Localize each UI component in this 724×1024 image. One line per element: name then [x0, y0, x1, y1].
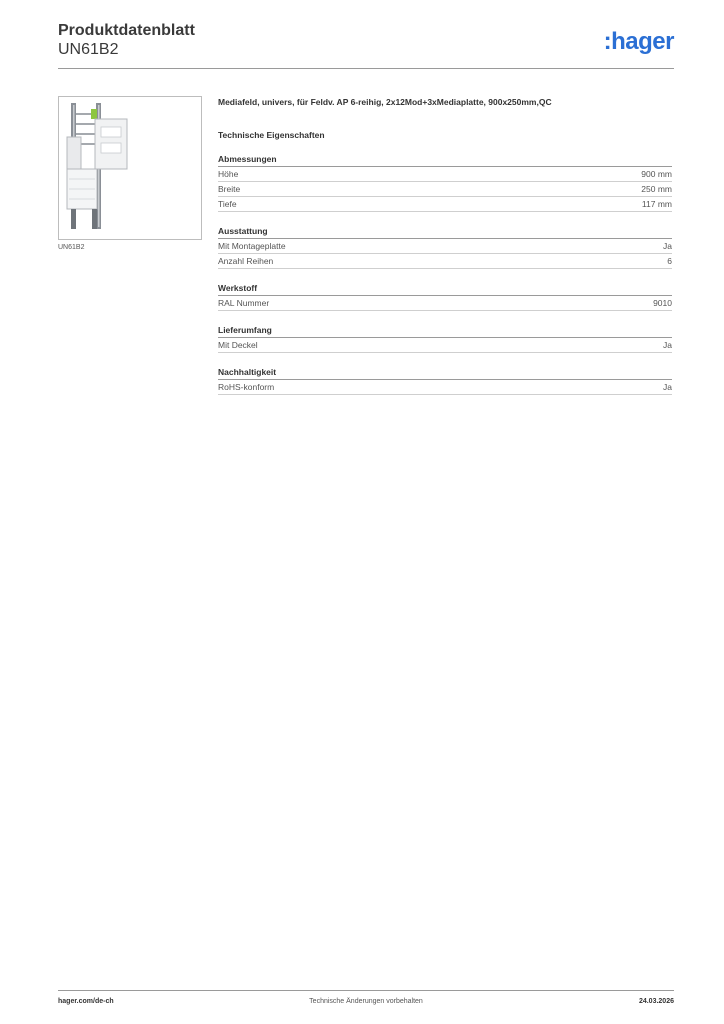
- property-value: 6: [667, 256, 672, 266]
- property-label: Mit Montageplatte: [218, 241, 286, 251]
- property-row: [218, 182, 672, 197]
- section-heading: Nachhaltigkeit: [218, 367, 672, 380]
- footer-divider: [58, 990, 674, 991]
- section-heading: Ausstattung: [218, 226, 672, 239]
- property-value: Ja: [663, 241, 672, 251]
- section-scope-of-delivery: [218, 325, 672, 353]
- property-label: Tiefe: [218, 199, 237, 209]
- property-label: RoHS-konform: [218, 382, 275, 392]
- property-label: Breite: [218, 184, 241, 194]
- property-row: [218, 167, 672, 182]
- footer-website-link[interactable]: hager.com/de-ch: [58, 998, 114, 1005]
- property-value: Ja: [663, 340, 672, 350]
- property-label: Höhe: [218, 169, 239, 179]
- product-image: [58, 96, 202, 240]
- property-row: [218, 197, 672, 212]
- property-label: Anzahl Reihen: [218, 256, 274, 266]
- section-dimensions: [218, 154, 672, 212]
- property-row: [218, 239, 672, 254]
- footer-disclaimer: Technische Änderungen vorbehalten: [309, 998, 423, 1005]
- property-row: [218, 254, 672, 269]
- property-row: [218, 380, 672, 395]
- property-value: 117 mm: [641, 199, 672, 209]
- property-row: [218, 296, 672, 311]
- property-value: 250 mm: [641, 184, 672, 194]
- section-heading: Abmessungen: [218, 154, 672, 167]
- section-heading: Lieferumfang: [218, 325, 672, 338]
- product-code: UN61B2: [58, 41, 119, 58]
- section-equipment: [218, 226, 672, 269]
- property-value: 900 mm: [641, 169, 672, 179]
- page-header: [58, 20, 674, 70]
- section-material: [218, 283, 672, 311]
- property-label: RAL Nummer: [218, 298, 270, 308]
- section-sustainability: [218, 367, 672, 395]
- property-label: Mit Deckel: [218, 340, 258, 350]
- property-value: 9010: [653, 298, 672, 308]
- hager-logo: :hager: [603, 28, 674, 55]
- product-illustration: [59, 97, 201, 239]
- product-description: Mediafeld, univers, für Feldv. AP 6-reihig, 2x12Mod+3xMediaplatte, 900x250mm,QC: [218, 97, 552, 107]
- property-row: [218, 338, 672, 353]
- header-divider: [58, 68, 674, 69]
- product-details: [218, 96, 672, 395]
- footer-date: 24.03.2026: [638, 998, 674, 1005]
- technical-properties-title: Technische Eigenschaften: [218, 130, 325, 140]
- document-title: Produktdatenblatt: [58, 22, 195, 39]
- property-value: Ja: [663, 382, 672, 392]
- section-heading: Werkstoff: [218, 283, 672, 296]
- image-caption: UN61B2: [58, 244, 85, 251]
